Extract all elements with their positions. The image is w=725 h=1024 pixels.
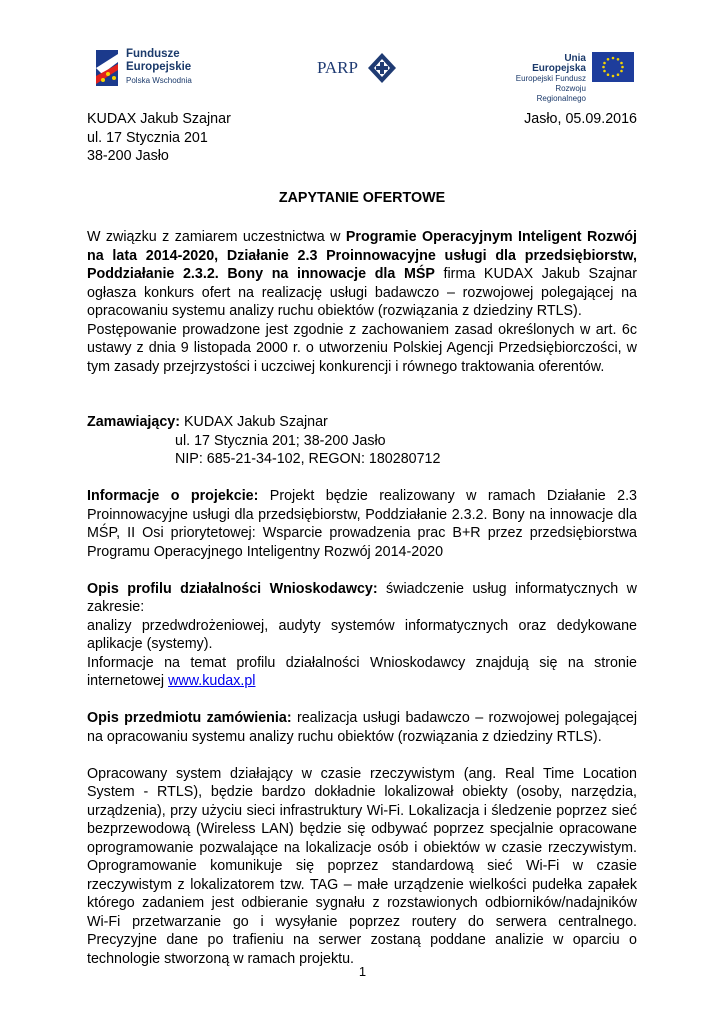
- zamawiajacy-section: [87, 413, 637, 469]
- intro-text-1: W związku z zamiarem uczestnictwa w: [87, 229, 346, 245]
- parp-text: PARP: [317, 58, 358, 77]
- fe-line3: Polska Wschodnia: [126, 76, 192, 85]
- sender-address-line2: 38-200 Jasło: [87, 148, 169, 164]
- przedmiot-text: realizacja usługi badawczo – rozwojowej polegającej na opracowaniu systemu analizy ruchu obiektów (rozwiązania z dziedziny RTLS).: [87, 710, 637, 745]
- zamawiajacy-address: ul. 17 Stycznia 201; 38-200 Jasło: [175, 432, 386, 449]
- system-description-paragraph: Opracowany system działający w czasie rzeczywistym (ang. Real Time Location System - RTLS), będzie bardzo dokładnie lokalizował obiekty (osoby, narzędzia, urządzenia), przy użyciu sieci infrastruktury Wi-Fi. Lokalizacja i śledzenie poprzez sieć bezprzewodową (Wireless LAN) będzie się odbywać poprzez specjalnie opracowane oprogramowanie pozwalające na lokalizacje osób i obiektów w czasie rzeczywistym. Oprogramowanie komunikuje się poprzez standardową sieć Wi-Fi w czasie rzeczywistym z lokalizatorem tzw. TAG – małe urządzenie wielkości pudełka zapałek którego zadaniem jest odbieranie sygnału z rozstawionych odbiorników/nadajników Wi-Fi przetwarzanie go i wysyłanie poprzez routery do serwera centralnego. Precyzyjne dane po trafieniu na serwer zostaną poddane analizie w oparciu o technologie stworzoną w ramach projektu.: [87, 765, 637, 967]
- fe-flag-icon: [92, 46, 122, 90]
- ue-line1: Unia Europejska: [532, 53, 586, 74]
- profil-label: Opis profilu działalności Wnioskodawcy:: [87, 580, 378, 597]
- intro-text-2: firma KUDAX Jakub Szajnar ogłasza konkurs ofert na realizację usługi badawczo – rozwojowej polegającej na opracowaniu systemu analizy ruchu obiektów (rozwiązania z dziedziny RTLS).: [87, 266, 637, 319]
- projekt-text: Projekt będzie realizowany w ramach Działanie 2.3 Proinnowacyjne usługi dla przedsiębiorstw, Poddziałanie 2.3.2. Bony na innowacje dla MŚP, II Osi priorytetowej: Wsparcie prowadzenia prac B+R przez przedsiębiorstwa Programu Operacyjnego Inteligentny Rozwój 2014-2020: [87, 488, 637, 560]
- unia-europejska-logo: [510, 48, 635, 103]
- intro-program-name: Programie Operacyjnym Inteligent Rozwój na lata 2014-2020, Działanie 2.3 Proinnowacyjne usługi dla przedsiębiorstw, Poddziałanie 2.3.2. Bony na innowacje dla MŚP: [87, 229, 637, 282]
- profil-line3: Informacje na temat profilu działalności Wnioskodawcy znajdują się na stronie internetowej: [87, 654, 637, 689]
- projekt-paragraph: [87, 487, 637, 561]
- profil-text: świadczenie usług informatycznych w zakresie:: [87, 580, 637, 615]
- page-number: 1: [358, 964, 367, 979]
- logo-bar: [0, 42, 725, 103]
- fe-line2: Europejskie: [126, 61, 192, 73]
- profil-section: [87, 580, 637, 691]
- zamawiajacy-ids: NIP: 685-21-34-102, REGON: 180280712: [175, 451, 441, 467]
- sender-name: KUDAX Jakub Szajnar: [87, 111, 231, 127]
- eu-flag-icon: [592, 52, 634, 82]
- profil-line2: analizy przedwdrożeniowej, audyty systemów informatycznych oraz dedykowane aplikacje (systemy).: [87, 617, 637, 652]
- document-title: ZAPYTANIE OFERTOWE: [278, 189, 446, 206]
- projekt-label: Informacje o projekcie:: [87, 488, 259, 504]
- parp-logo: [317, 52, 409, 88]
- document-date: Jasło, 05.09.2016: [524, 111, 637, 127]
- zamawiajacy-label: Zamawiający:: [87, 414, 180, 430]
- ue-line2: Europejski Fundusz: [515, 74, 586, 83]
- sender-address-line1: ul. 17 Stycznia 201: [87, 129, 208, 146]
- parp-emblem-icon: [367, 52, 397, 84]
- ue-line3: Rozwoju Regionalnego: [536, 84, 586, 103]
- fundusze-europejskie-logo: [92, 46, 212, 94]
- fe-line1: Fundusze: [126, 48, 180, 60]
- kudax-website-link[interactable]: www.kudax.pl: [168, 673, 256, 689]
- przedmiot-paragraph: [87, 709, 637, 746]
- przedmiot-label: Opis przedmiotu zamówienia:: [87, 710, 292, 726]
- header-row: [87, 110, 637, 129]
- procedure-paragraph: Postępowanie prowadzone jest zgodnie z zachowaniem zasad określonych w art. 6c ustawy z dnia 9 listopada 2000 r. o utworzeniu Polskiej Agencji Przedsiębiorczości, w tym zasady przejrzystości i uczciwej konkurencji i równego traktowania oferentów.: [87, 321, 637, 375]
- zamawiajacy-name: KUDAX Jakub Szajnar: [179, 414, 328, 430]
- document-body: [87, 110, 637, 968]
- intro-paragraph: [87, 228, 637, 321]
